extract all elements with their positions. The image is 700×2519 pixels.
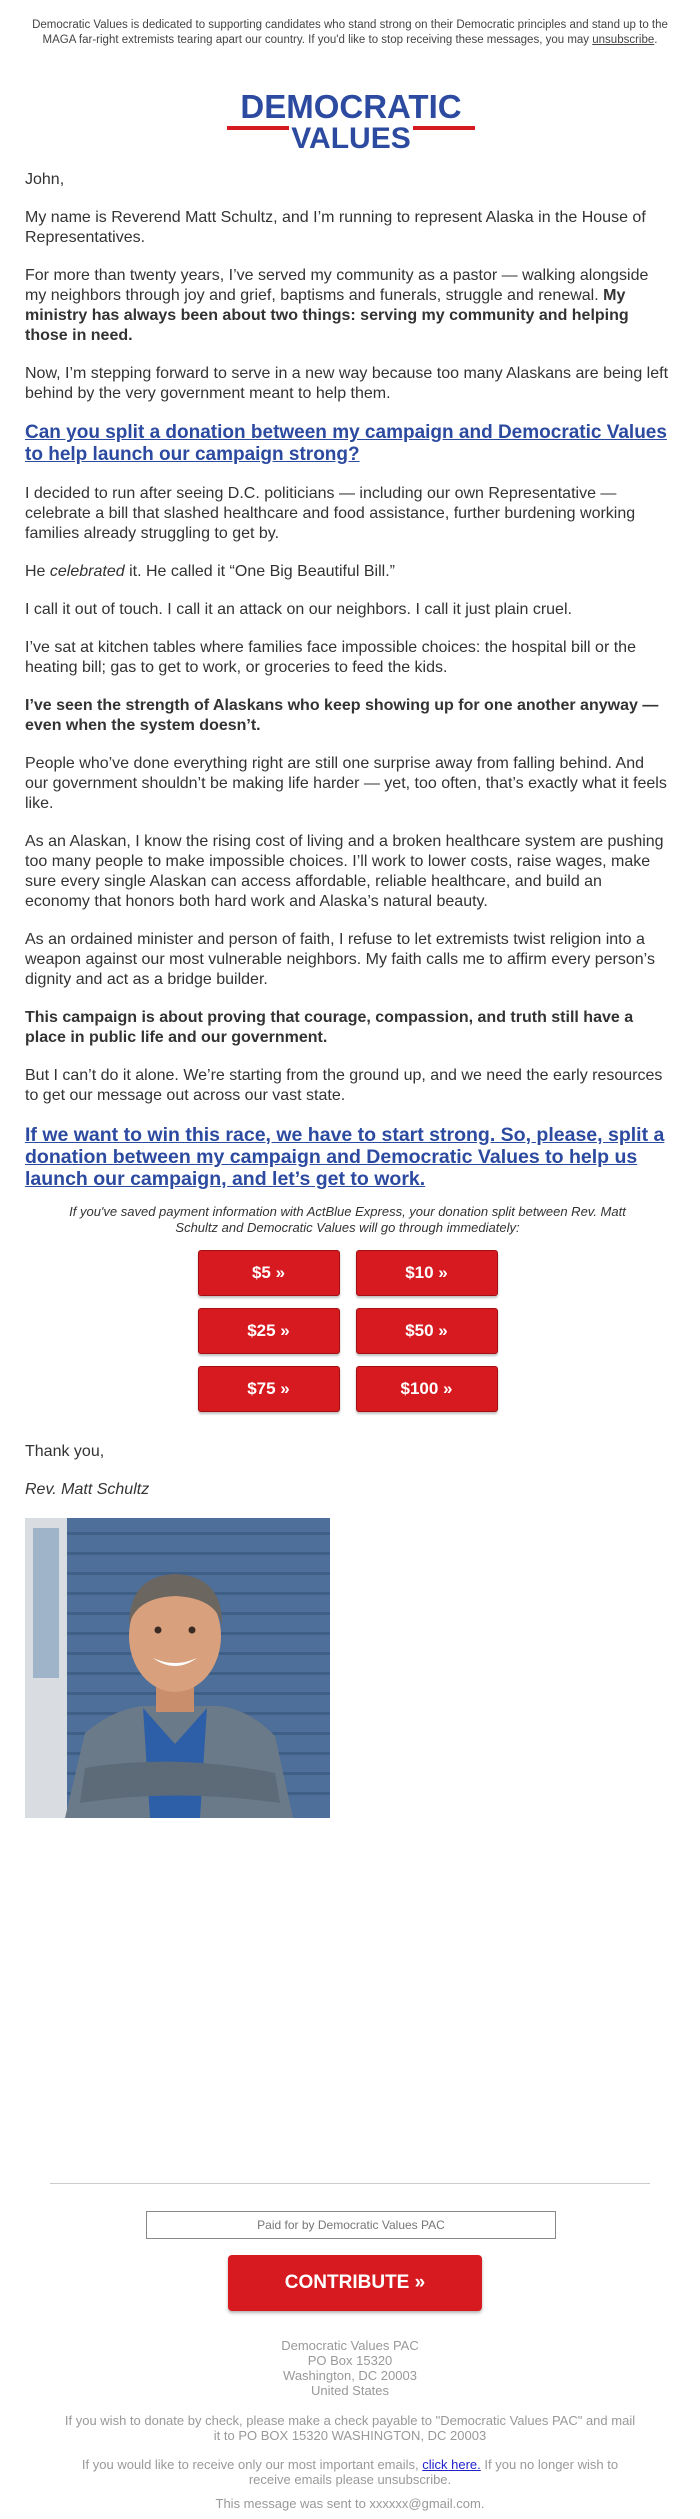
ministry-text: For more than twenty years, I’ve served my community as a pastor — walking alongside my neighbors through joy and grief, baptisms and funerals, struggle and renewal.	[25, 267, 649, 304]
candidate-photo	[25, 1518, 330, 1818]
paragraph-celebrated	[25, 562, 670, 582]
email-prefs-link[interactable]: click here.	[422, 2457, 481, 2472]
footer-divider	[50, 2183, 650, 2184]
logo-stripe-right	[413, 126, 475, 130]
donate-100-button[interactable]: $100 »	[356, 1366, 498, 1412]
actblue-note: If you've saved payment information with ActBlue Express, your donation split between Rev. Matt Schultz and Democratic Values will go through immediately:	[69, 1204, 626, 1235]
paragraph-cant-do-alone: But I can’t do it alone. We’re starting from the ground up, and we need the early resources to get our message out across our vast state.	[25, 1067, 663, 1104]
address-line: United States	[310, 2383, 390, 2398]
address-line: Democratic Values PAC	[281, 2338, 419, 2353]
paragraph-decision: I decided to run after seeing D.C. politicians — including our own Representative — celebrate a bill that slashed healthcare and food assistance, further burdening working families already struggling to get by.	[25, 485, 636, 542]
paragraph-falling-behind: People who’ve done everything right are still one surprise away from falling behind. And our government shouldn’t be making life harder — yet, too often, that’s exactly what it feels like.	[25, 755, 667, 812]
closing: Thank you,	[25, 1443, 105, 1460]
paragraph-campaign	[25, 1008, 670, 1048]
preheader-period: .	[654, 34, 658, 46]
celebrated-a: He	[25, 563, 50, 580]
prefs-text-b: If you no longer wish to receive emails please unsubscribe.	[248, 2457, 619, 2487]
paragraph-intro: My name is Reverend Matt Schultz, and I’m running to represent Alaska in the House of Representatives.	[25, 209, 646, 246]
address-line: PO Box 15320	[307, 2353, 393, 2368]
paragraph-strength	[25, 696, 670, 736]
donate-50-button[interactable]: $50 »	[356, 1308, 498, 1354]
paid-for-box: Paid for by Democratic Values PAC	[146, 2211, 556, 2239]
address-line: Washington, DC 20003	[283, 2368, 417, 2383]
preheader	[28, 18, 672, 48]
paragraph-ministry	[25, 266, 670, 346]
logo-line1: DEMOCRATIC	[240, 88, 462, 125]
paragraph-faith: As an ordained minister and person of faith, I refuse to let extremists twist religion into a weapon against our most vulnerable neighbors. My faith calls me to affirm every person’s dignity and act as a bridge builder.	[25, 931, 655, 988]
signature: Rev. Matt Schultz	[25, 1481, 150, 1498]
democratic-values-logo	[225, 86, 477, 156]
logo-graphic	[225, 86, 477, 156]
donate-10-button[interactable]: $10 »	[356, 1250, 498, 1296]
candidate-photo-graphic	[25, 1518, 330, 1818]
donation-cta-link-2[interactable]: If we want to win this race, we have to start strong. So, please, split a donation between my campaign and Democratic Values to help us launch our campaign, and let’s get to work.	[25, 1124, 665, 1190]
paragraph-out-of-touch: I call it out of touch. I call it an attack on our neighbors. I call it just plain cruel.	[25, 601, 572, 618]
letter-body	[25, 170, 670, 1818]
celebrated-c: it. He called it “One Big Beautiful Bill.”	[124, 563, 395, 580]
paragraph-alaskan: As an Alaskan, I know the rising cost of living and a broken healthcare system are pushing too many people to make impossible choices. I’ll work to lower costs, raise wages, make sure every single Alaskan can access affordable, reliable healthcare, and build an economy that honors both hard work and Alaska’s natural beauty.	[25, 833, 664, 910]
preheader-text: Democratic Values is dedicated to supporting candidates who stand strong on their Democratic principles and stand up to the MAGA far-right extremists tearing apart our country. If you'd like to stop receiving these messages, you may	[32, 19, 668, 46]
paragraph-stepping-forward: Now, I’m stepping forward to serve in a new way because too many Alaskans are being left behind by the very government meant to help them.	[25, 365, 669, 402]
donation-button-grid	[198, 1250, 498, 1412]
donate-5-button[interactable]: $5 »	[198, 1250, 340, 1296]
donate-75-button[interactable]: $75 »	[198, 1366, 340, 1412]
campaign-bold: This campaign is about proving that courage, compassion, and truth still have a place in public life and our government.	[25, 1009, 634, 1046]
ministry-bold: My ministry has always been about two things: serving my community and helping those in need.	[25, 287, 629, 344]
footer-email-prefs	[60, 2457, 640, 2487]
strength-bold: I’ve seen the strength of Alaskans who keep showing up for one another anyway — even when the system doesn’t.	[25, 697, 659, 734]
paragraph-kitchen-tables: I’ve sat at kitchen tables where families face impossible choices: the hospital bill or the heating bill; gas to get to work, or groceries to feed the kids.	[25, 639, 636, 676]
celebrated-italic: celebrated	[49, 563, 125, 580]
footer-check-note: If you wish to donate by check, please make a check payable to "Democratic Values PAC" and mail it to PO BOX 15320 WASHINGTON, DC 20003	[64, 2413, 636, 2443]
unsubscribe-link[interactable]: unsubscribe	[592, 34, 655, 46]
contribute-button[interactable]: CONTRIBUTE »	[228, 2255, 482, 2311]
donate-25-button[interactable]: $25 »	[198, 1308, 340, 1354]
logo-line2: VALUES	[291, 122, 411, 155]
prefs-text-a: If you would like to receive only our most important emails,	[81, 2457, 423, 2472]
footer-sent-to: This message was sent to xxxxxx@gmail.com.	[215, 2496, 485, 2511]
logo-stripe-left	[227, 126, 289, 130]
donation-cta-link-1[interactable]: Can you split a donation between my campaign and Democratic Values to help launch our campaign strong?	[25, 422, 667, 465]
footer-address	[60, 2338, 640, 2398]
greeting: John,	[25, 171, 65, 188]
